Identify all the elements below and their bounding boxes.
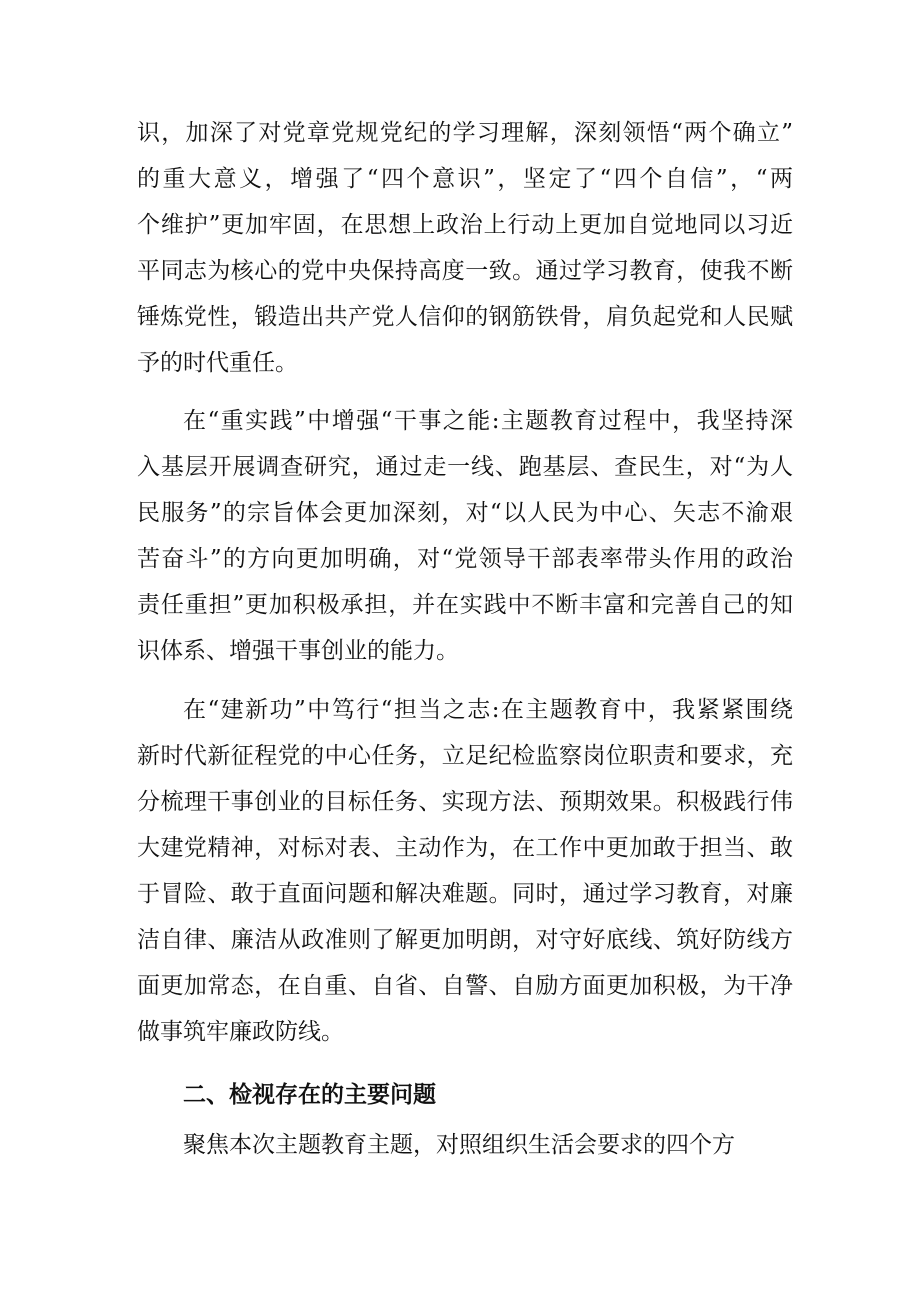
paragraph-2-line-3: 民服务”的宗旨体会更加深刻，对“以人民为中心、矢志不渝艰 bbox=[137, 500, 793, 526]
paragraph-3-line-4: 大建党精神，对标对表、主动作为，在工作中更加敢于担当、敢 bbox=[137, 835, 793, 861]
paragraph-3-line-8: 做事筑牢廉政防线。 bbox=[137, 1019, 344, 1045]
paragraph-1-line-3: 个维护”更加牢固，在思想上政治上行动上更加自觉地同以习近 bbox=[137, 212, 793, 238]
section-heading: 二、检视存在的主要问题 bbox=[183, 1082, 436, 1108]
paragraph-1-line-5: 锤炼党性，锻造出共产党人信仰的钢筋铁骨，肩负起党和人民赋 bbox=[137, 304, 793, 330]
paragraph-3-line-2: 新时代新征程党的中心任务，立足纪检监察岗位职责和要求，充 bbox=[137, 743, 793, 769]
paragraph-2-line-4: 苦奋斗”的方向更加明确，对“党领导干部表率带头作用的政治 bbox=[137, 546, 793, 572]
paragraph-2-line-1: 在“重实践”中增强“干事之能:主题教育过程中，我坚持深 bbox=[183, 408, 793, 434]
paragraph-1-line-1: 识，加深了对党章党规党纪的学习理解，深刻领悟“两个确立” bbox=[137, 120, 793, 146]
paragraph-3-line-6: 洁自律、廉洁从政准则了解更加明朗，对守好底线、筑好防线方 bbox=[137, 927, 793, 953]
paragraph-3-line-5: 于冒险、敢于直面问题和解决难题。同时，通过学习教育，对廉 bbox=[137, 881, 793, 907]
paragraph-3-line-7: 面更加常态，在自重、自省、自警、自励方面更加积极，为干净 bbox=[137, 973, 793, 999]
paragraph-2-line-6: 识体系、增强干事创业的能力。 bbox=[137, 638, 459, 664]
paragraph-2-line-5: 责任重担”更加积极承担，并在实践中不断丰富和完善自己的知 bbox=[137, 592, 793, 618]
paragraph-4-line-1: 聚焦本次主题教育主题，对照组织生活会要求的四个方 bbox=[183, 1132, 735, 1158]
paragraph-2-line-2: 入基层开展调查研究，通过走一线、跑基层、查民生，对“为人 bbox=[137, 454, 793, 480]
paragraph-1-line-4: 平同志为核心的党中央保持高度一致。通过学习教育，使我不断 bbox=[137, 258, 793, 284]
paragraph-3-line-1: 在“建新功”中笃行“担当之志:在主题教育中，我紧紧围绕 bbox=[183, 697, 793, 723]
paragraph-1-line-6: 予的时代重任。 bbox=[137, 350, 298, 376]
paragraph-1-line-2: 的重大意义，增强了“四个意识”，坚定了“四个自信”，“两 bbox=[137, 166, 793, 192]
paragraph-3-line-3: 分梳理干事创业的目标任务、实现方法、预期效果。积极践行伟 bbox=[137, 789, 793, 815]
